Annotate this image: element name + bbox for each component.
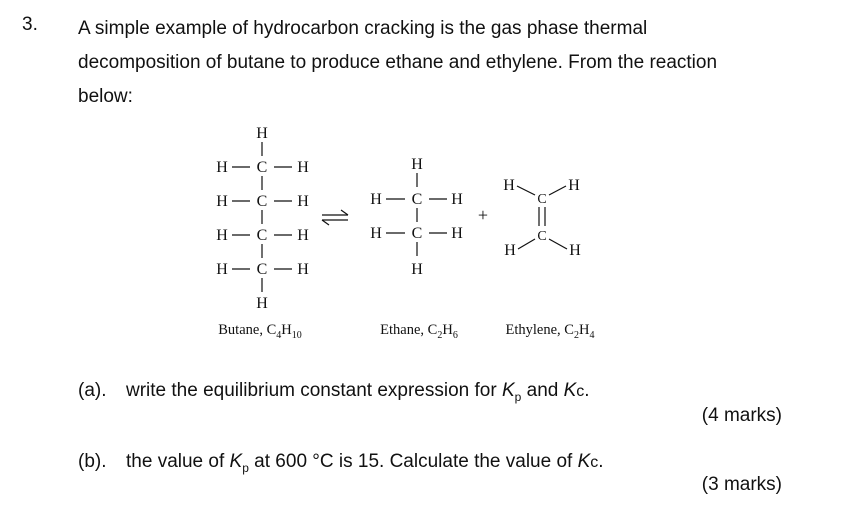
- ethylene-structure: [503, 177, 581, 259]
- atom-label: C: [537, 229, 547, 244]
- atom-label: C: [256, 193, 268, 210]
- part-b: [78, 451, 604, 475]
- part-b-marks: (3 marks): [701, 474, 782, 495]
- ethane-label: Ethane, $C_2H_6$: [380, 322, 458, 341]
- stem-line: A simple example of hydrocarbon cracking is the gas phase thermal: [78, 18, 648, 39]
- stem-line: decomposition of butane to produce ethane and ethylene. From the reaction: [78, 52, 718, 73]
- atom-label: H: [504, 242, 516, 259]
- atom-label: C: [537, 192, 547, 207]
- kp-symbol: K: [501, 380, 515, 401]
- part-a-label: (a).: [78, 380, 107, 401]
- part-a-text: write the equilibrium constant expression for: [126, 380, 502, 401]
- atom-label: C: [411, 225, 423, 242]
- atom-label: H: [256, 125, 268, 142]
- atom-label: H: [370, 191, 382, 208]
- question-stem: [78, 12, 788, 114]
- part-b-text: at 600 °C is 15. Calculate the value of: [248, 451, 578, 472]
- equilibrium-arrow-icon: [322, 210, 348, 225]
- atom-label: H: [451, 225, 463, 242]
- kp-symbol: K: [229, 451, 243, 472]
- atom-label: H: [216, 227, 228, 244]
- plus-sign: +: [477, 205, 489, 225]
- atom-label: H: [216, 193, 228, 210]
- butane-label: Butane, $C_4H_{10}$: [218, 322, 302, 341]
- reaction-figure: [200, 118, 630, 350]
- part-a-text: and: [521, 380, 564, 401]
- atom-label: C: [256, 159, 268, 176]
- kc-subscript: c: [590, 454, 599, 471]
- atom-label: H: [411, 156, 423, 173]
- part-a-text: .: [584, 380, 590, 401]
- atom-label: H: [503, 177, 515, 194]
- atom-label: H: [568, 177, 580, 194]
- atom-label: C: [411, 191, 423, 208]
- atom-label: C: [256, 227, 268, 244]
- atom-label: H: [297, 159, 309, 176]
- atom-label: H: [297, 227, 309, 244]
- atom-label: H: [256, 295, 268, 312]
- kc-symbol: K: [577, 451, 591, 472]
- atom-label: H: [451, 191, 463, 208]
- butane-structure: [216, 125, 309, 312]
- kp-subscript: p: [514, 389, 522, 404]
- ethane-structure: [370, 156, 463, 278]
- atom-label: H: [569, 242, 581, 259]
- part-a-marks: (4 marks): [701, 405, 782, 426]
- stem-line: below:: [78, 86, 133, 107]
- atom-label: H: [297, 193, 309, 210]
- atom-label: C: [256, 261, 268, 278]
- atom-label: H: [370, 225, 382, 242]
- kc-subscript: c: [576, 383, 585, 400]
- part-b-text: the value of: [126, 451, 230, 472]
- atom-label: H: [216, 159, 228, 176]
- atom-label: H: [411, 261, 423, 278]
- atom-label: H: [297, 261, 309, 278]
- part-a: [78, 380, 590, 404]
- part-b-text: .: [598, 451, 604, 472]
- part-b-label: (b).: [78, 451, 107, 472]
- ethylene-label: Ethylene, $C_2H_4$: [505, 322, 595, 341]
- kp-subscript: p: [242, 460, 249, 475]
- atom-label: H: [216, 261, 228, 278]
- question-number: 3.: [22, 14, 38, 35]
- kc-symbol: K: [563, 380, 577, 401]
